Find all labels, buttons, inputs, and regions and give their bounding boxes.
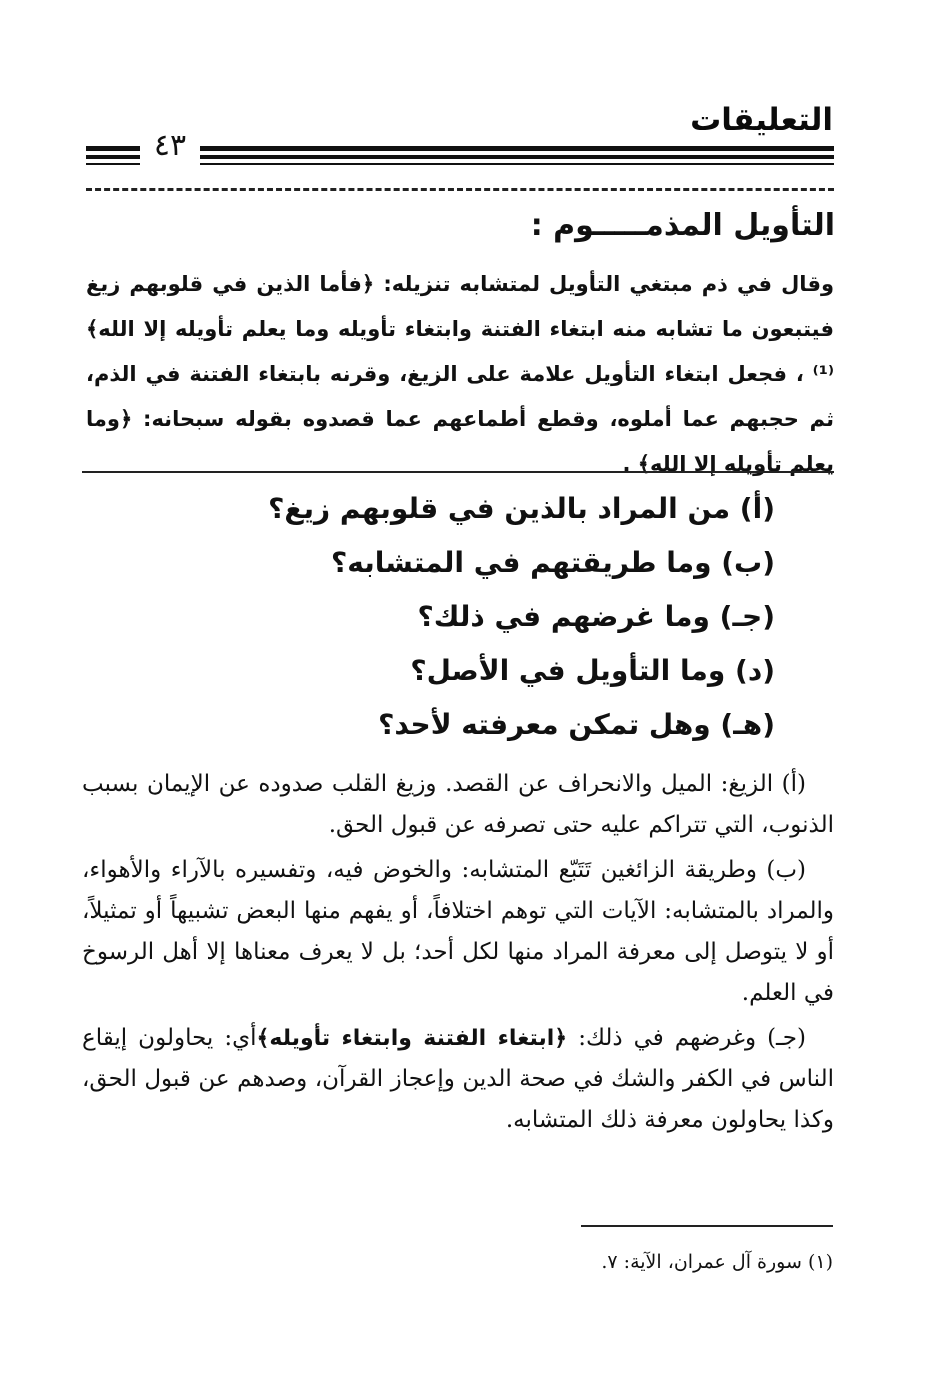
section-divider — [82, 471, 834, 473]
intro-paragraph: وقال في ذم مبتغي التأويل لمتشابه تنزيله: ﴿فأما الذين في قلوبهم زيغ فيتبعون ما تشابه منه ابتغاء الفتنة وابتغاء تأويله وما يعلم تأويله إلا الله﴾⁽¹⁾ ، فجعل ابتغاء التأويل علامة على الزيغ، وقرنه بابتغاء الفتنة في الذم، ثم حجبهم عما أملوه، وقطع أطماعهم عما قصدوه بقوله سبحانه: ﴿وما يعلم تأويله إلا الله﴾ . — [86, 272, 834, 476]
section-heading: التأويل المذمـــــوم : — [530, 208, 835, 243]
answer-b: (ب) وطريقة الزائغين تَتَبّع المتشابه: والخوض فيه، وتفسيره بالآراء والأهواء، والمراد بالمتشابه: الآيات التي توهم اختلافاً، أو يفهم منها البعض تشبيهاً أو تمثيلاً، أو لا يتوصل إلى معرفة المراد منها لكل أحد؛ بل لا يعرف معناها إلا أهل الرسوخ في العلم. — [82, 857, 834, 1006]
footnote: (١) سورة آل عمران، الآية: ٧. — [601, 1251, 833, 1273]
question-list — [255, 482, 775, 752]
footnote-rule — [581, 1225, 833, 1227]
question-c: (جـ) وما غرضهم في ذلك؟ — [417, 600, 775, 633]
answers-section — [82, 764, 834, 1145]
question-e: (هـ) وهل تمكن معرفته لأحد؟ — [378, 708, 775, 741]
question-d: (د) وما التأويل في الأصل؟ — [410, 654, 775, 687]
page-number: ٤٣ — [140, 127, 200, 165]
answer-a: (أ) الزيغ: الميل والانحراف عن القصد. وزيغ القلب صدوده عن الإيمان بسبب الذنوب، التي تتراكم عليه حتى تصرفه عن قبول الحق. — [82, 771, 834, 838]
answer-c-quran-quote: ﴿ابتغاء الفتنة وابتغاء تأويله﴾ — [256, 1026, 568, 1051]
header-dashed-rule — [86, 188, 834, 191]
answer-c-rest: أي: يحاولون إيقاع الناس في الكفر والشك في صحة الدين وإعجاز القرآن، وصدهم عن قبول الحق، وكذا يحاولون معرفة ذلك المتشابه. — [82, 1025, 834, 1133]
answer-c-lead: (جـ) وغرضهم في ذلك: — [567, 1025, 806, 1051]
question-b: (ب) وما طريقتهم في المتشابه؟ — [330, 546, 775, 579]
question-a: (أ) من المراد بالذين في قلوبهم زيغ؟ — [268, 492, 775, 525]
running-title: التعليقات — [690, 102, 833, 138]
answer-c — [82, 1018, 834, 1141]
